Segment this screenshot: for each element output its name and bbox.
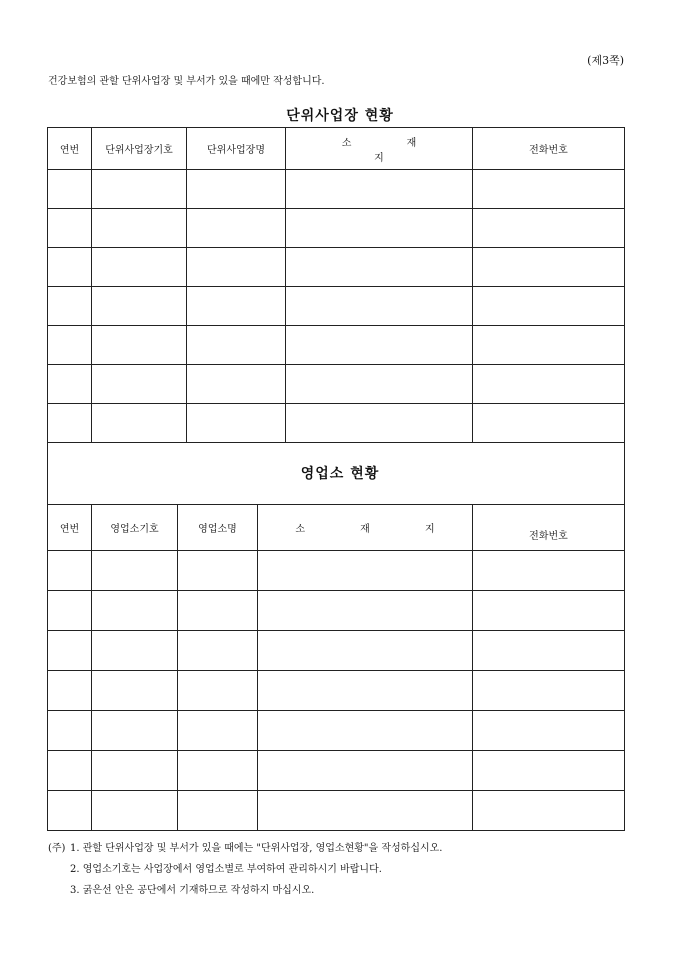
empty-cell[interactable] <box>48 671 92 711</box>
col-serial-header: 연번 <box>48 505 92 551</box>
branch-office-table <box>47 504 625 831</box>
empty-cell[interactable] <box>92 551 178 591</box>
empty-cell[interactable] <box>473 287 625 326</box>
empty-cell[interactable] <box>187 287 286 326</box>
empty-cell[interactable] <box>473 591 625 631</box>
table-row <box>48 287 625 326</box>
empty-cell[interactable] <box>92 287 187 326</box>
col-branch-name-header: 영업소명 <box>178 505 258 551</box>
table-row <box>48 791 625 831</box>
col-serial-header: 연번 <box>48 128 92 170</box>
empty-cell[interactable] <box>473 365 625 404</box>
empty-cell[interactable] <box>92 791 178 831</box>
empty-cell[interactable] <box>48 631 92 671</box>
unit-section-title: 단위사업장 현황 <box>286 108 394 124</box>
empty-cell[interactable] <box>187 170 286 209</box>
empty-cell[interactable] <box>48 551 92 591</box>
empty-cell[interactable] <box>286 365 473 404</box>
empty-cell[interactable] <box>258 591 473 631</box>
empty-cell[interactable] <box>258 791 473 831</box>
table-row <box>48 671 625 711</box>
empty-cell[interactable] <box>473 209 625 248</box>
empty-cell[interactable] <box>48 711 92 751</box>
table-row <box>48 551 625 591</box>
empty-cell[interactable] <box>473 404 625 443</box>
empty-cell[interactable] <box>48 170 92 209</box>
col-unit-code-header: 단위사업장기호 <box>92 128 187 170</box>
footnote-text: 2. 영업소기호는 사업장에서 영업소별로 부여하여 관리하시기 바랍니다. <box>70 864 382 875</box>
empty-cell[interactable] <box>286 209 473 248</box>
footnote-1 <box>48 838 443 859</box>
unit-workplace-table <box>47 127 625 443</box>
empty-cell[interactable] <box>258 751 473 791</box>
empty-cell[interactable] <box>92 248 187 287</box>
col-location-header: 소 재 지 <box>258 505 473 551</box>
empty-cell[interactable] <box>48 751 92 791</box>
empty-cell[interactable] <box>473 248 625 287</box>
table-row <box>48 170 625 209</box>
intro-text: 건강보험의 관할 단위사업장 및 부서가 있을 때에만 작성합니다. <box>48 76 325 87</box>
empty-cell[interactable] <box>187 326 286 365</box>
empty-cell[interactable] <box>187 209 286 248</box>
empty-cell[interactable] <box>473 671 625 711</box>
empty-cell[interactable] <box>258 671 473 711</box>
empty-cell[interactable] <box>473 791 625 831</box>
table-row <box>48 751 625 791</box>
empty-cell[interactable] <box>92 591 178 631</box>
empty-cell[interactable] <box>286 287 473 326</box>
empty-cell[interactable] <box>178 591 258 631</box>
empty-cell[interactable] <box>286 404 473 443</box>
footnotes <box>48 838 443 901</box>
unit-table-body <box>48 170 625 443</box>
empty-cell[interactable] <box>48 365 92 404</box>
empty-cell[interactable] <box>286 326 473 365</box>
empty-cell[interactable] <box>473 551 625 591</box>
empty-cell[interactable] <box>178 711 258 751</box>
table-row <box>48 404 625 443</box>
footnote-mark: (주) <box>48 843 66 854</box>
table-row <box>48 365 625 404</box>
empty-cell[interactable] <box>258 631 473 671</box>
table-row <box>48 631 625 671</box>
empty-cell[interactable] <box>473 170 625 209</box>
empty-cell[interactable] <box>258 551 473 591</box>
empty-cell[interactable] <box>48 591 92 631</box>
empty-cell[interactable] <box>178 791 258 831</box>
empty-cell[interactable] <box>286 170 473 209</box>
empty-cell[interactable] <box>92 404 187 443</box>
branch-title-frame <box>47 438 625 504</box>
table-row <box>48 591 625 631</box>
col-branch-code-header: 영업소기호 <box>92 505 178 551</box>
empty-cell[interactable] <box>178 551 258 591</box>
branch-section-title: 영업소 현황 <box>300 466 380 482</box>
empty-cell[interactable] <box>92 365 187 404</box>
empty-cell[interactable] <box>178 671 258 711</box>
empty-cell[interactable] <box>473 711 625 751</box>
empty-cell[interactable] <box>92 711 178 751</box>
empty-cell[interactable] <box>187 404 286 443</box>
empty-cell[interactable] <box>258 711 473 751</box>
empty-cell[interactable] <box>92 209 187 248</box>
col-phone-header: 전화번호 <box>473 128 625 170</box>
empty-cell[interactable] <box>473 326 625 365</box>
empty-cell[interactable] <box>286 248 473 287</box>
empty-cell[interactable] <box>48 248 92 287</box>
empty-cell[interactable] <box>473 631 625 671</box>
col-phone-header: 전화번호 <box>473 505 625 551</box>
empty-cell[interactable] <box>187 248 286 287</box>
table-row <box>48 248 625 287</box>
unit-header-row <box>48 128 625 170</box>
footnote-text: 3. 굵은선 안은 공단에서 기재하므로 작성하지 마십시오. <box>70 885 315 896</box>
empty-cell[interactable] <box>48 209 92 248</box>
col-location-header: 소 재 지 <box>286 128 473 170</box>
table-row <box>48 326 625 365</box>
empty-cell[interactable] <box>48 791 92 831</box>
branch-table-body <box>48 551 625 831</box>
empty-cell[interactable] <box>473 751 625 791</box>
footnote-2 <box>48 859 443 880</box>
branch-header-row <box>48 505 625 551</box>
empty-cell[interactable] <box>48 287 92 326</box>
empty-cell[interactable] <box>48 326 92 365</box>
empty-cell[interactable] <box>187 365 286 404</box>
empty-cell[interactable] <box>178 631 258 671</box>
table-row <box>48 711 625 751</box>
empty-cell[interactable] <box>92 631 178 671</box>
empty-cell[interactable] <box>48 404 92 443</box>
empty-cell[interactable] <box>92 671 178 711</box>
table-row <box>48 209 625 248</box>
footnote-text: 1. 관할 단위사업장 및 부서가 있을 때에는 "단위사업장, 영업소현황"을 작성하십시오. <box>70 843 443 854</box>
empty-cell[interactable] <box>178 751 258 791</box>
page-number: (제3쪽) <box>587 54 624 67</box>
col-unit-name-header: 단위사업장명 <box>187 128 286 170</box>
footnote-3 <box>48 880 443 901</box>
empty-cell[interactable] <box>92 751 178 791</box>
empty-cell[interactable] <box>92 326 187 365</box>
empty-cell[interactable] <box>92 170 187 209</box>
